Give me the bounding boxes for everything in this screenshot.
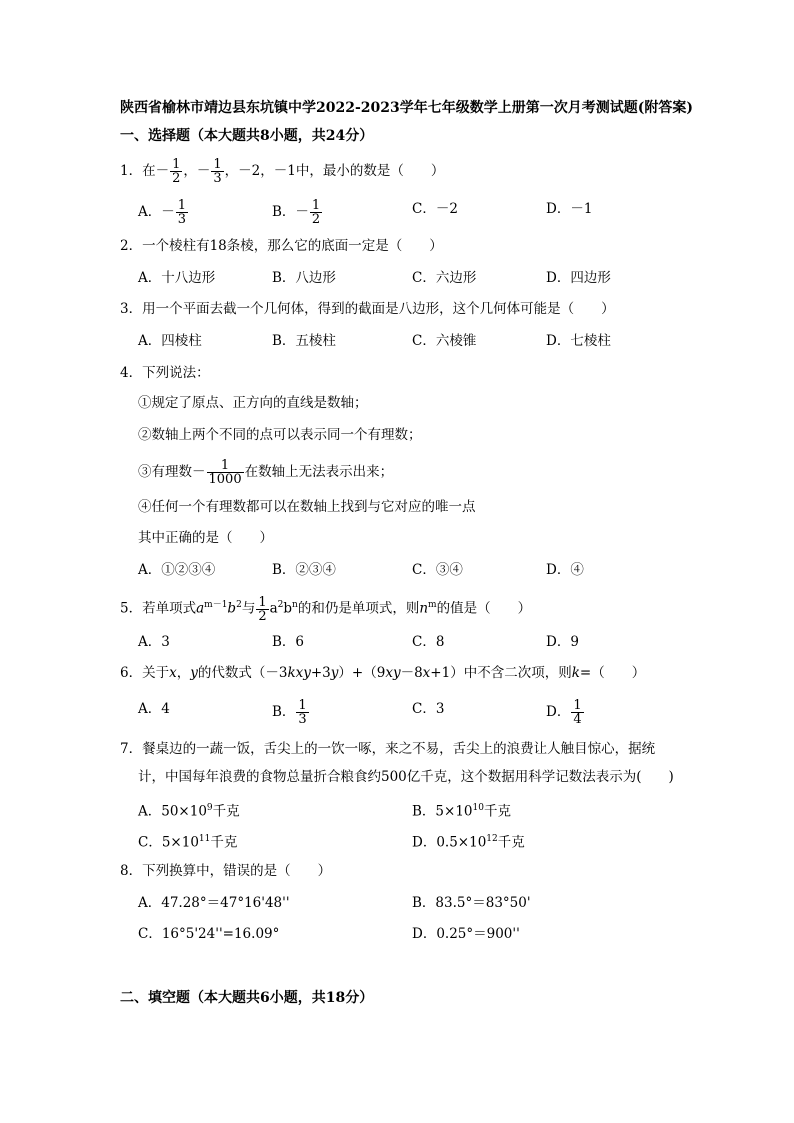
q4-option-a: A．①②③④	[138, 562, 216, 578]
question-7-stem-line-1: 7．餐桌边的一蔬一饭，舌尖上的一饮一啄，来之不易，舌尖上的浪费让人触目惊心，据统	[120, 741, 656, 757]
q1-option-a: A．－ $\frac{1}{3}$	[138, 198, 187, 227]
question-6-stem: 6．关于x，y的代数式（－3kxy+3y）+（9xy－8x+1）中不含二次项，则k=（ ）	[120, 665, 646, 681]
q8-option-a: A．47.28°＝47°16'48''	[138, 895, 290, 911]
q4-option-b: B．②③④	[272, 562, 336, 578]
page-title: 陕西省榆林市靖边县东坑镇中学2022-2023学年七年级数学上册第一次月考测试题(附答案)	[120, 100, 693, 116]
q8-option-b: B．83.5°＝83°50'	[412, 895, 531, 911]
question-8-stem: 8．下列换算中，错误的是（ ）	[120, 863, 332, 879]
fraction: $\frac{1}{3}$	[213, 157, 222, 186]
q7-option-d: D．$0.5\times 10^{12}$千克	[412, 834, 525, 851]
question-5-stem: 5．若单项式$a^{m-1}b^2$与 $\frac{1}{2}$ $a^2b^n$的和仍是单项式，则$n^m$的值是（ ）	[120, 594, 532, 624]
q1-text: 1．在－	[120, 163, 170, 179]
q3-option-a: A．四棱柱	[138, 333, 202, 349]
q5-option-a: A．3	[138, 634, 170, 650]
q6-option-c: C．3	[412, 701, 445, 717]
q2-option-d: D．四边形	[546, 270, 611, 286]
question-4-stem: 4．下列说法：	[120, 365, 210, 381]
q4-statement-4: ④任何一个有理数都可以在数轴上找到与它对应的唯一点	[138, 499, 476, 515]
question-7-stem-line-2: 计，中国每年浪费的食物总量折合粮食约500亿千克，这个数据用科学记数法表示为( )	[138, 769, 674, 785]
q4-statement-1: ①规定了原点、正方向的直线是数轴；	[138, 395, 368, 411]
q4-option-c: C．③④	[412, 562, 463, 578]
q5-option-b: B．6	[272, 634, 305, 650]
q1-option-b: B．－ $\frac{1}{2}$	[272, 198, 321, 227]
q5-option-d: D．9	[546, 634, 579, 650]
q4-statement-3: ③有理数－ $\frac{1}{1000}$ 在数轴上无法表示出来；	[138, 458, 394, 487]
q1-text: ，－2，－1中，最小的数是（ ）	[224, 163, 445, 179]
question-2-stem: 2．一个棱柱有18条棱，那么它的底面一定是（ ）	[120, 238, 443, 254]
q3-option-d: D．七棱柱	[546, 333, 611, 349]
q6-option-d: D． $\frac{1}{4}$	[546, 698, 582, 727]
q7-option-c: C．$5\times 10^{11}$千克	[138, 834, 238, 851]
fraction: $\frac{1}{2}$	[172, 157, 181, 186]
q8-option-d: D．0.25°＝900''	[412, 926, 520, 942]
question-1-stem	[120, 158, 444, 185]
q2-option-c: C．六边形	[412, 270, 477, 286]
q8-option-c: C．16°5'24''=16.09°	[138, 926, 280, 942]
q4-option-d: D．④	[546, 562, 584, 578]
q3-option-c: C．六棱锥	[412, 333, 477, 349]
q7-option-a: A．$50\times 10^9$千克	[138, 803, 240, 820]
section-heading-fill-blank: 二、填空题（本大题共6小题，共18分）	[120, 990, 374, 1006]
question-3-stem: 3．用一个平面去截一个几何体，得到的截面是八边形，这个几何体可能是（ ）	[120, 301, 615, 317]
q4-statement-2: ②数轴上两个不同的点可以表示同一个有理数；	[138, 427, 422, 443]
q2-option-a: A．十八边形	[138, 270, 216, 286]
q1-option-d: D．－1	[546, 201, 593, 217]
q7-option-b: B．$5\times 10^{10}$千克	[412, 803, 511, 820]
q2-option-b: B．八边形	[272, 270, 336, 286]
q1-option-c: C．－2	[412, 201, 458, 217]
q3-option-b: B．五棱柱	[272, 333, 336, 349]
q4-ask: 其中正确的是（ ）	[138, 530, 273, 546]
q1-text: ，－	[183, 163, 211, 179]
q5-option-c: C．8	[412, 634, 445, 650]
q6-option-a: A．4	[138, 701, 170, 717]
section-heading-choice: 一、选择题（本大题共8小题，共24分）	[120, 128, 374, 144]
q6-option-b: B． $\frac{1}{3}$	[272, 698, 307, 727]
